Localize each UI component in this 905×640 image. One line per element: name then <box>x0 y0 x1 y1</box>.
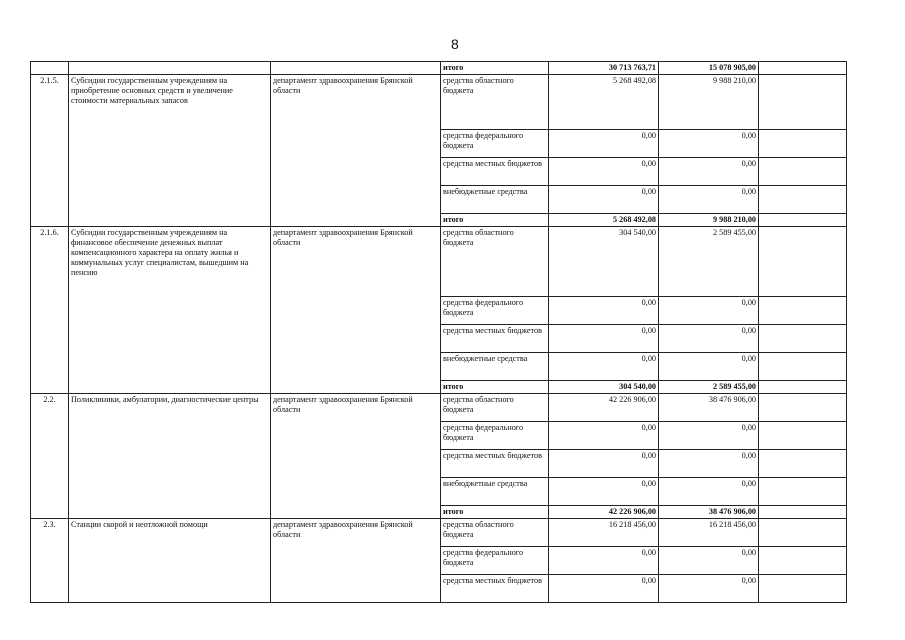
amount-cell: 304 540,00 <box>549 381 659 394</box>
amount-cell: 0,00 <box>549 353 659 381</box>
amount-cell: 30 713 763,71 <box>549 62 659 75</box>
amount-cell: 0,00 <box>549 422 659 450</box>
amount-cell: 0,00 <box>549 297 659 325</box>
source-label: внебюджетные средства <box>441 353 549 381</box>
amount-cell: 0,00 <box>659 325 759 353</box>
item-executor: департамент здравоохранения Брянской области <box>271 519 441 603</box>
amount-cell: 0,00 <box>659 186 759 214</box>
amount-cell: 0,00 <box>549 130 659 158</box>
source-label: итого <box>441 62 549 75</box>
amount-cell: 0,00 <box>659 297 759 325</box>
amount-cell: 15 078 905,00 <box>659 62 759 75</box>
source-label: внебюджетные средства <box>441 186 549 214</box>
amount-cell: 5 268 492,08 <box>549 75 659 130</box>
amount-cell: 304 540,00 <box>549 227 659 297</box>
source-label: средства федерального бюджета <box>441 547 549 575</box>
amount-cell: 0,00 <box>659 575 759 603</box>
item-executor: департамент здравоохранения Брянской области <box>271 75 441 227</box>
amount-cell: 38 476 906,00 <box>659 506 759 519</box>
page-number: 8 <box>451 36 459 52</box>
item-number: 2.2. <box>31 394 69 519</box>
table-row-carryover-total <box>31 62 847 75</box>
amount-cell: 0,00 <box>549 450 659 478</box>
source-label: средства местных бюджетов <box>441 575 549 603</box>
item-number: 2.1.5. <box>31 75 69 227</box>
amount-cell: 0,00 <box>659 158 759 186</box>
amount-cell: 16 218 456,00 <box>549 519 659 547</box>
amount-cell: 42 226 906,00 <box>549 506 659 519</box>
item-number: 2.3. <box>31 519 69 603</box>
amount-cell: 0,00 <box>549 325 659 353</box>
amount-cell: 0,00 <box>549 478 659 506</box>
source-label: средства местных бюджетов <box>441 325 549 353</box>
amount-cell: 16 218 456,00 <box>659 519 759 547</box>
item-name: Поликлиники, амбулатории, диагностические центры <box>69 394 271 519</box>
budget-table <box>30 61 847 603</box>
amount-cell: 0,00 <box>549 186 659 214</box>
source-label: средства местных бюджетов <box>441 450 549 478</box>
amount-cell: 0,00 <box>549 575 659 603</box>
item-executor: департамент здравоохранения Брянской области <box>271 227 441 394</box>
source-label: итого <box>441 381 549 394</box>
amount-cell: 9 988 210,00 <box>659 75 759 130</box>
amount-cell: 2 589 455,00 <box>659 227 759 297</box>
source-label: итого <box>441 506 549 519</box>
item-number: 2.1.6. <box>31 227 69 394</box>
source-label: средства областного бюджета <box>441 519 549 547</box>
table-row <box>31 519 847 547</box>
table-row <box>31 227 847 297</box>
source-label: средства федерального бюджета <box>441 130 549 158</box>
amount-cell: 0,00 <box>659 422 759 450</box>
amount-cell: 0,00 <box>659 353 759 381</box>
source-label: итого <box>441 214 549 227</box>
source-label: средства областного бюджета <box>441 227 549 297</box>
item-name: Субсидии государственным учреждениям на приобретение основных средств и увеличение стоимости материальных запасов <box>69 75 271 227</box>
amount-cell: 42 226 906,00 <box>549 394 659 422</box>
table-row <box>31 75 847 130</box>
item-name: Станции скорой и неотложной помощи <box>69 519 271 603</box>
amount-cell: 0,00 <box>549 158 659 186</box>
amount-cell: 2 589 455,00 <box>659 381 759 394</box>
amount-cell: 0,00 <box>659 547 759 575</box>
source-label: средства областного бюджета <box>441 75 549 130</box>
source-label: внебюджетные средства <box>441 478 549 506</box>
source-label: средства федерального бюджета <box>441 422 549 450</box>
table-row <box>31 394 847 422</box>
amount-cell: 0,00 <box>659 130 759 158</box>
amount-cell: 38 476 906,00 <box>659 394 759 422</box>
item-executor: департамент здравоохранения Брянской области <box>271 394 441 519</box>
item-name: Субсидии государственным учреждениям на финансовое обеспечение денежных выплат компенсационного характера на оплату жилья и коммунальных услуг специалистам, вышедшим на пенсию <box>69 227 271 394</box>
amount-cell: 0,00 <box>659 450 759 478</box>
source-label: средства федерального бюджета <box>441 297 549 325</box>
source-label: средства областного бюджета <box>441 394 549 422</box>
amount-cell: 0,00 <box>659 478 759 506</box>
amount-cell: 9 988 210,00 <box>659 214 759 227</box>
amount-cell: 5 268 492,08 <box>549 214 659 227</box>
amount-cell: 0,00 <box>549 547 659 575</box>
source-label: средства местных бюджетов <box>441 158 549 186</box>
